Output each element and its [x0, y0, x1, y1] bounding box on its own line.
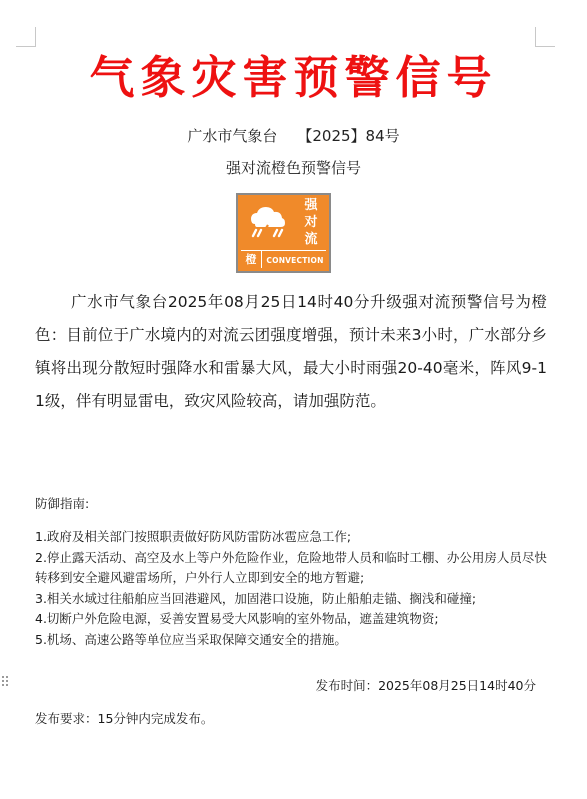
guide-item: 2.停止露天活动、高空及水上等户外危险作业，危险地带人员和临时工棚、办公用房人员尽快转移到安全避风避雷场所，户外行人立即到安全的地方暂避;	[35, 549, 547, 585]
guide-item: 1.政府及相关部门按照职责做好防风防雷防冰雹应急工作;	[35, 529, 352, 544]
crop-mark-top-right	[535, 27, 555, 47]
severe-convection-orange-icon	[236, 193, 331, 273]
signal-tier-label: 橙	[241, 251, 262, 268]
signal-char: 强	[304, 198, 318, 213]
guide-item: 3.相关水域过往船舶应当回港避风，加固港口设施，防止船舶走锚、搁浅和碰撞;	[35, 590, 477, 606]
signal-name: 强对流橙色预警信号	[225, 159, 361, 177]
crop-mark-top-left	[16, 27, 36, 47]
cloud-rain-icon	[241, 198, 293, 250]
drag-handle-icon[interactable]	[2, 676, 8, 686]
warning-body-text: 广水市气象台2025年08月25日14时40分升级强对流预警信号为橙色：目前位于广水境内的对流云团强度增强，预计未来3小时，广水部分乡镇将出现分散短时强降水和雷暴大风，最大小时雨强20-40毫米，阵风9-11级，伴有明显雷电，致灾风险较高，请加强防范。	[35, 293, 547, 410]
serial-number: 【2025】84号	[297, 127, 400, 145]
release-requirement: 发布要求：15分钟内完成发布。	[35, 711, 214, 726]
signal-english-label: CONVECTION	[266, 256, 324, 265]
release-time: 发布时间：2025年08月25日14时40分	[315, 678, 536, 693]
guide-item: 4.切断户外危险电源，妥善安置易受大风影响的室外物品，遮盖建筑物资;	[35, 611, 439, 626]
document-number-line	[0, 126, 587, 146]
signal-chars	[296, 197, 326, 248]
issuing-office: 广水市气象台	[187, 127, 278, 145]
guide-item: 5.机场、高速公路等单位应当采取保障交通安全的措施。	[35, 631, 347, 647]
signal-char: 对	[304, 215, 318, 230]
guide-heading: 防御指南:	[35, 496, 90, 511]
signal-char: 流	[304, 232, 318, 247]
page-title: 气象灾害预警信号	[89, 51, 498, 104]
guide-list	[35, 527, 550, 650]
